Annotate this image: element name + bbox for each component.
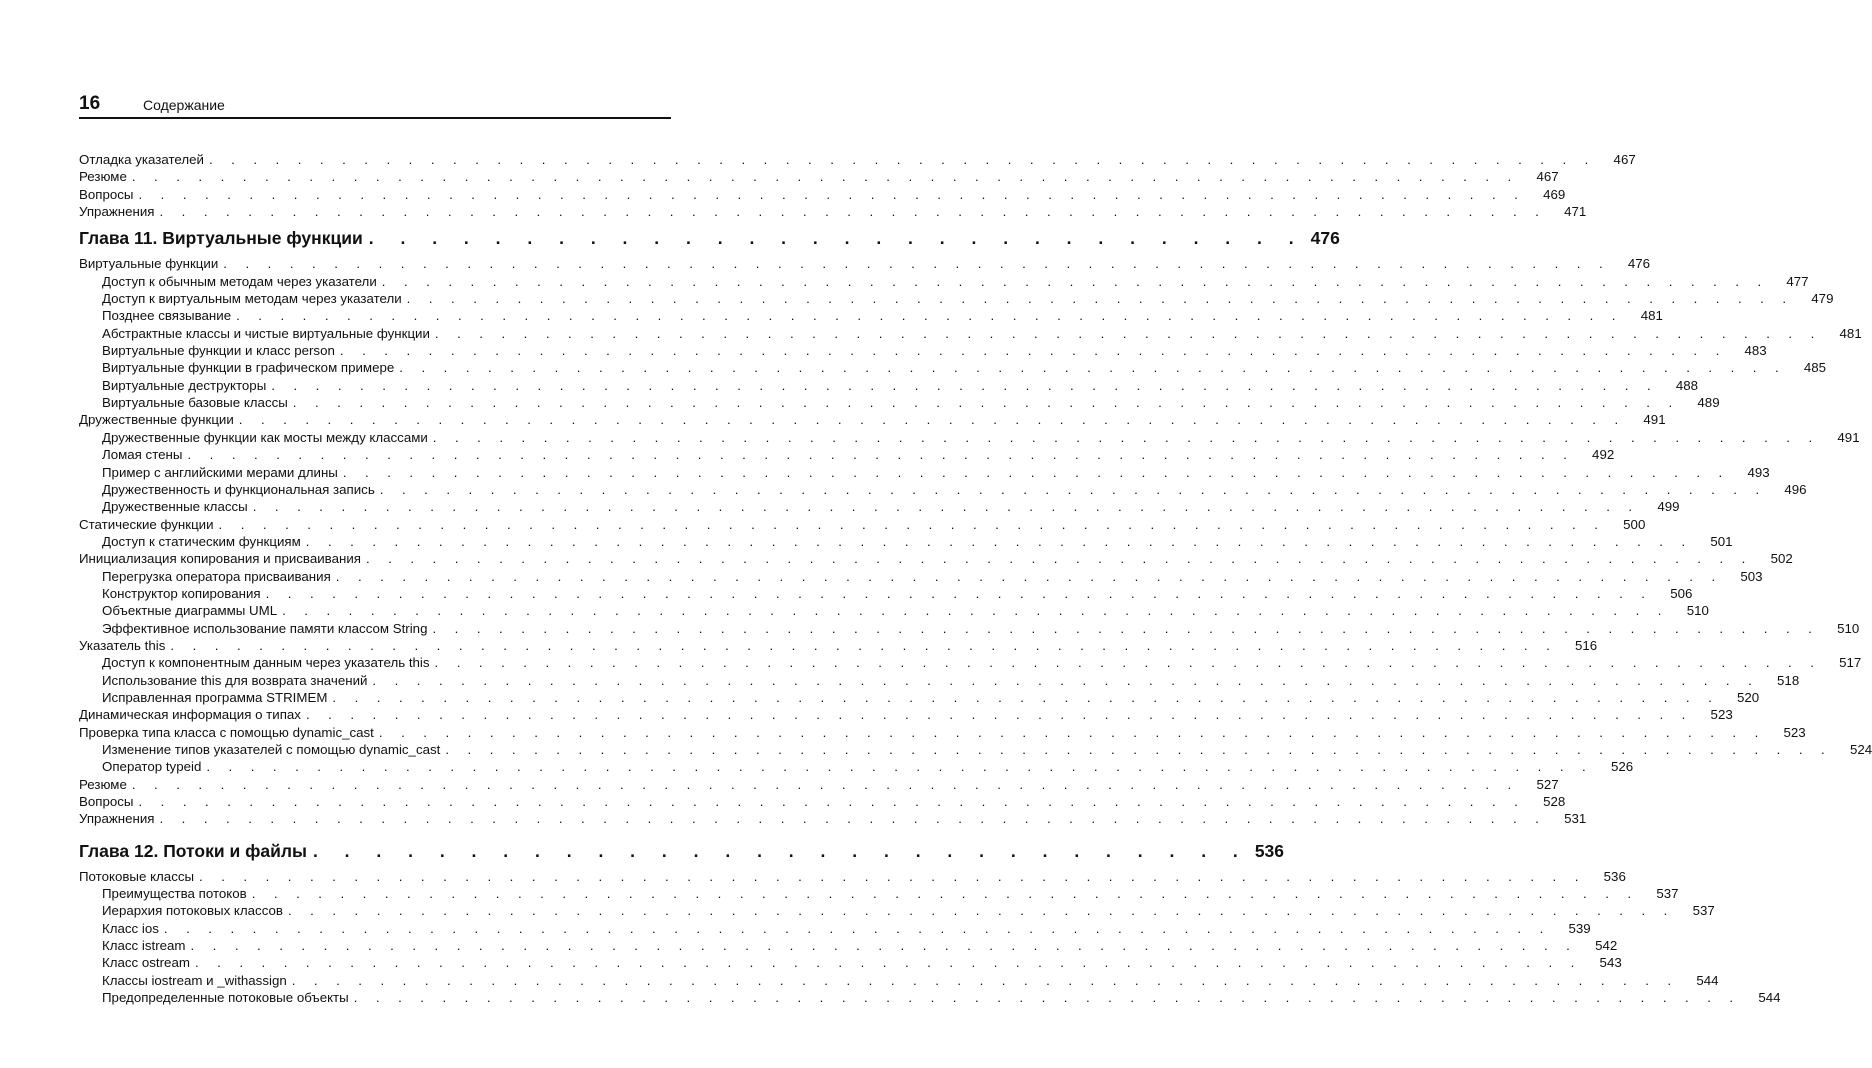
toc-entry-title: Упражнения <box>79 204 155 220</box>
dot-leader: . . . . . . . . . . . . . . . . . . . . . . . . . . . . . . . . . . . . . . . . . . . . . . . . . . . . . . . . . . . . . . . <box>342 464 1730 480</box>
toc-entry <box>79 920 1591 937</box>
toc-entry <box>79 689 1760 706</box>
toc-entry-title: Дружественные функции <box>79 412 234 428</box>
toc-entry-page: 479 <box>1811 291 1834 307</box>
toc-entry-page: 499 <box>1657 499 1680 515</box>
toc-entry <box>79 637 1598 654</box>
dot-leader: . . . . . . . . . . . . . . . . . . . . . . . . . . . . . . . . . . . . . . . . . . . . . . . . . . . . . . . . . . . . . . . <box>335 568 1723 584</box>
dot-leader: . . . . . . . . . . . . . . . . . . . . . . . . . . . . . . . . . . . . . . . . . . . . . . . . . . . . . . . . . . . . . . . <box>445 742 1833 757</box>
toc-entry <box>79 516 1646 533</box>
toc-entry-title: Отладка указателей <box>79 152 204 167</box>
table-of-contents <box>79 151 1872 1006</box>
dot-leader: . . . . . . . . . . . . . . . . . . . . . . . . . . . . . . . . . . . . . . . . . . . . . . . . . . . . . . . . . . . . . . . <box>305 533 1693 549</box>
toc-entry-page: 523 <box>1783 724 1806 740</box>
chapter-heading-11 <box>79 226 1340 250</box>
toc-entry-title: Доступ к виртуальным методам через указатели <box>102 291 402 307</box>
toc-entry <box>79 394 1720 411</box>
toc-entry-title: Класс ostream <box>102 955 190 971</box>
toc-entry-title: Резюме <box>79 169 127 185</box>
dot-leader: . . . . . . . . . . . . . . . . . . . . . . . . . . . . . . . . . . . . . . . . . . . . . . . . . . . . . . . . . . . . . . . <box>291 972 1679 988</box>
toc-entry <box>79 741 1872 758</box>
toc-entry <box>79 654 1862 671</box>
chapter-page: 476 <box>1310 228 1340 249</box>
dot-leader: . . . . . . . . . . . . . . . . . . . . . . . . . . . . . . . . . . . . . . . . . . . . . . . . . . . . . . . . . . . . . . . <box>131 169 1519 185</box>
chapter-leader: . . . . . . . . . . . . . . . . . . . . . . . . . . . . . . <box>312 840 1249 861</box>
toc-entry-page: 503 <box>1740 568 1763 584</box>
toc-entry-page: 496 <box>1784 481 1807 497</box>
toc-entry-title: Объектные диаграммы UML <box>102 603 278 619</box>
toc-entry-title: Дружественные классы <box>102 499 248 515</box>
toc-entry <box>79 937 1618 954</box>
dot-leader: . . . . . . . . . . . . . . . . . . . . . . . . . . . . . . . . . . . . . . . . . . . . . . . . . . . . . . . . . . . . . . . <box>434 655 1822 671</box>
dot-leader: . . . . . . . . . . . . . . . . . . . . . . . . . . . . . . . . . . . . . . . . . . . . . . . . . . . . . . . . . . . . . . . <box>206 759 1594 775</box>
page-number: 16 <box>79 93 101 114</box>
toc-entry <box>79 954 1622 971</box>
toc-entry <box>79 810 1587 827</box>
dot-leader: . . . . . . . . . . . . . . . . . . . . . . . . . . . . . . . . . . . . . . . . . . . . . . . . . . . . . . . . . . . . . . . <box>131 776 1519 792</box>
dot-leader: . . . . . . . . . . . . . . . . . . . . . . . . . . . . . . . . . . . . . . . . . . . . . . . . . . . . . . . . . . . . . . . <box>163 920 1551 936</box>
dot-leader: . . . . . . . . . . . . . . . . . . . . . . . . . . . . . . . . . . . . . . . . . . . . . . . . . . . . . . . . . . . . . . . <box>199 868 1586 884</box>
dot-leader: . . . . . . . . . . . . . . . . . . . . . . . . . . . . . . . . . . . . . . . . . . . . . . . . . . . . . . . . . . . . . . . <box>332 689 1720 705</box>
toc-entry-title: Виртуальные функции <box>79 256 219 272</box>
toc-entry <box>79 568 1763 585</box>
toc-entry <box>79 776 1559 793</box>
toc-entry <box>79 290 1834 307</box>
toc-entry <box>79 902 1715 919</box>
dot-leader: . . . . . . . . . . . . . . . . . . . . . . . . . . . . . . . . . . . . . . . . . . . . . . . . . . . . . . . . . . . . . . . <box>190 938 1578 954</box>
dot-leader: . . . . . . . . . . . . . . . . . . . . . . . . . . . . . . . . . . . . . . . . . . . . . . . . . . . . . . . . . . . . . . . <box>365 551 1753 567</box>
toc-entry <box>79 585 1693 602</box>
toc-entry-title: Пример с английскими мерами длины <box>102 464 338 480</box>
toc-entry-title: Резюме <box>79 776 127 792</box>
dot-leader: . . . . . . . . . . . . . . . . . . . . . . . . . . . . . . . . . . . . . . . . . . . . . . . . . . . . . . . . . . . . . . . <box>194 955 1582 971</box>
toc-entry-page: 501 <box>1710 533 1733 549</box>
toc-entry <box>79 758 1634 775</box>
toc-entry-page: 469 <box>1543 186 1566 202</box>
toc-entry-page: 536 <box>1603 868 1626 884</box>
toc-entry-page: 528 <box>1543 794 1566 810</box>
toc-entry <box>79 325 1862 342</box>
dot-leader: . . . . . . . . . . . . . . . . . . . . . . . . . . . . . . . . . . . . . . . . . . . . . . . . . . . . . . . . . . . . . . . <box>434 325 1822 341</box>
dot-leader: . . . . . . . . . . . . . . . . . . . . . . . . . . . . . . . . . . . . . . . . . . . . . . . . . . . . . . . . . . . . . . . <box>282 603 1669 619</box>
chapter-heading-12 <box>79 839 1285 863</box>
toc-entry-title: Исправленная программа STRIMEM <box>102 689 328 705</box>
toc-entry-title: Упражнения <box>79 811 155 827</box>
toc-entry <box>79 550 1793 567</box>
toc-entry <box>79 533 1733 550</box>
toc-entry-title: Использование this для возврата значений <box>102 672 368 688</box>
toc-entry-title: Виртуальные деструкторы <box>102 377 267 393</box>
toc-entry-page: 489 <box>1697 395 1720 411</box>
toc-section-chapter-12 <box>79 868 1781 1007</box>
toc-entry-title: Потоковые классы <box>79 868 195 884</box>
dot-leader: . . . . . . . . . . . . . . . . . . . . . . . . . . . . . . . . . . . . . . . . . . . . . . . . . . . . . . . . . . . . . . . <box>339 343 1727 359</box>
toc-entry-page: 481 <box>1839 325 1862 341</box>
dot-leader: . . . . . . . . . . . . . . . . . . . . . . . . . . . . . . . . . . . . . . . . . . . . . . . . . . . . . . . . . . . . . . . <box>236 308 1623 324</box>
chapter-title: Глава 11. Виртуальные функции <box>79 228 363 249</box>
chapter-leader: . . . . . . . . . . . . . . . . . . . . . . . . . . . . . . <box>368 228 1305 249</box>
toc-entry-page: 526 <box>1610 759 1634 775</box>
toc-entry <box>79 620 1860 637</box>
toc-entry-title: Перегрузка оператора присваивания <box>102 568 331 584</box>
dot-leader: . . . . . . . . . . . . . . . . . . . . . . . . . . . . . . . . . . . . . . . . . . . . . . . . . . . . . . . . . . . . . . . <box>379 481 1767 497</box>
toc-entry-page: 539 <box>1568 920 1591 936</box>
toc-entry <box>79 464 1770 481</box>
toc-entry-page: 493 <box>1747 464 1770 480</box>
toc-entry <box>79 481 1807 498</box>
toc-entry-page: 491 <box>1837 429 1860 445</box>
toc-entry-page: 481 <box>1640 308 1663 324</box>
toc-entry-title: Класс istream <box>102 938 186 954</box>
toc-entry-title: Позднее связывание <box>102 308 232 324</box>
toc-entry <box>79 342 1767 359</box>
dot-leader: . . . . . . . . . . . . . . . . . . . . . . . . . . . . . . . . . . . . . . . . . . . . . . . . . . . . . . . . . . . . . . . <box>159 204 1547 220</box>
toc-entry-page: 544 <box>1758 990 1781 1006</box>
toc-entry-title: Иерархия потоковых классов <box>102 903 283 919</box>
chapter-title: Глава 12. Потоки и файлы <box>79 840 307 861</box>
toc-entry-page: 517 <box>1839 655 1862 671</box>
toc-entry-title: Оператор typeid <box>102 759 202 775</box>
dot-leader: . . . . . . . . . . . . . . . . . . . . . . . . . . . . . . . . . . . . . . . . . . . . . . . . . . . . . . . . . . . . . . . <box>353 990 1741 1006</box>
toc-entry-page: 467 <box>1613 152 1636 167</box>
dot-leader: . . . . . . . . . . . . . . . . . . . . . . . . . . . . . . . . . . . . . . . . . . . . . . . . . . . . . . . . . . . . . . . <box>251 886 1639 902</box>
toc-entry <box>79 411 1666 428</box>
toc-entry-page: 483 <box>1744 343 1767 359</box>
toc-entry <box>79 186 1566 203</box>
toc-entry-title: Предопределенные потоковые объекты <box>102 990 349 1006</box>
toc-entry-page: 518 <box>1777 672 1800 688</box>
dot-leader: . . . . . . . . . . . . . . . . . . . . . . . . . . . . . . . . . . . . . . . . . . . . . . . . . . . . . . . . . . . . . . . <box>138 186 1526 202</box>
toc-entry-title: Виртуальные базовые классы <box>102 395 288 411</box>
running-head: Содержание <box>143 97 225 113</box>
toc-entry-page: 510 <box>1686 603 1709 619</box>
dot-leader: . . . . . . . . . . . . . . . . . . . . . . . . . . . . . . . . . . . . . . . . . . . . . . . . . . . . . . . . . . . . . . . <box>432 620 1820 636</box>
toc-entry <box>79 377 1699 394</box>
toc-entry-page: 516 <box>1574 637 1598 653</box>
toc-entry-title: Вопросы <box>79 186 134 202</box>
toc-entry-title: Ломая стены <box>102 447 183 463</box>
dot-leader: . . . . . . . . . . . . . . . . . . . . . . . . . . . . . . . . . . . . . . . . . . . . . . . . . . . . . . . . . . . . . . . <box>238 412 1626 428</box>
toc-entry-title: Виртуальные функции в графическом примере <box>102 360 395 376</box>
toc-entry-page: 477 <box>1786 273 1809 289</box>
toc-entry <box>79 706 1733 723</box>
toc-entry-title: Преимущества потоков <box>102 886 247 902</box>
dot-leader: . . . . . . . . . . . . . . . . . . . . . . . . . . . . . . . . . . . . . . . . . . . . . . . . . . . . . . . . . . . . . . . <box>406 291 1794 307</box>
dot-leader: . . . . . . . . . . . . . . . . . . . . . . . . . . . . . . . . . . . . . . . . . . . . . . . . . . . . . . . . . . . . . . . <box>432 429 1820 445</box>
toc-entry-title: Эффективное использование памяти классом String <box>102 620 428 636</box>
toc-entry-title: Указатель this <box>79 637 166 653</box>
toc-entry-page: 520 <box>1737 689 1760 705</box>
dot-leader: . . . . . . . . . . . . . . . . . . . . . . . . . . . . . . . . . . . . . . . . . . . . . . . . . . . . . . . . . . . . . . . <box>138 794 1526 810</box>
toc-entry-page: 502 <box>1770 551 1793 567</box>
toc-entry-page: 467 <box>1536 169 1559 185</box>
toc-entry <box>79 307 1663 324</box>
toc-entry-page: 537 <box>1692 903 1715 919</box>
chapter-page: 536 <box>1254 840 1285 861</box>
toc-entry <box>79 446 1615 463</box>
dot-leader: . . . . . . . . . . . . . . . . . . . . . . . . . . . . . . . . . . . . . . . . . . . . . . . . . . . . . . . . . . . . . . . <box>287 903 1675 919</box>
toc-entry-title: Конструктор копирования <box>102 585 261 601</box>
toc-entry-title: Статические функции <box>79 516 214 532</box>
toc-entry-page: 510 <box>1837 620 1860 636</box>
toc-entry-page: 500 <box>1623 516 1646 532</box>
toc-entry-title: Доступ к компонентным данным через указатель this <box>102 655 430 671</box>
toc-entry <box>79 255 1651 272</box>
toc-section-previous <box>79 151 1636 220</box>
toc-entry-page: 527 <box>1536 776 1559 792</box>
toc-entry-page: 491 <box>1643 412 1666 428</box>
toc-entry-page: 488 <box>1675 377 1699 393</box>
toc-entry-page: 523 <box>1710 707 1733 723</box>
toc-section-chapter-11 <box>79 255 1872 827</box>
toc-entry-title: Инициализация копирования и присваивания <box>79 551 361 567</box>
dot-leader: . . . . . . . . . . . . . . . . . . . . . . . . . . . . . . . . . . . . . . . . . . . . . . . . . . . . . . . . . . . . . . . <box>218 516 1606 532</box>
dot-leader: . . . . . . . . . . . . . . . . . . . . . . . . . . . . . . . . . . . . . . . . . . . . . . . . . . . . . . . . . . . . . . . <box>381 273 1769 289</box>
toc-entry-page: 543 <box>1599 955 1622 971</box>
dot-leader: . . . . . . . . . . . . . . . . . . . . . . . . . . . . . . . . . . . . . . . . . . . . . . . . . . . . . . . . . . . . . . . <box>399 360 1787 376</box>
toc-entry-page: 485 <box>1803 360 1827 376</box>
toc-entry-title: Динамическая информация о типах <box>79 707 301 723</box>
toc-entry <box>79 429 1860 446</box>
toc-entry <box>79 498 1680 515</box>
toc-entry-title: Дружественные функции как мосты между классами <box>102 429 428 445</box>
dot-leader: . . . . . . . . . . . . . . . . . . . . . . . . . . . . . . . . . . . . . . . . . . . . . . . . . . . . . . . . . . . . . . . <box>305 707 1693 723</box>
toc-entry <box>79 868 1626 885</box>
dot-leader: . . . . . . . . . . . . . . . . . . . . . . . . . . . . . . . . . . . . . . . . . . . . . . . . . . . . . . . . . . . . . . . <box>292 395 1680 411</box>
dot-leader: . . . . . . . . . . . . . . . . . . . . . . . . . . . . . . . . . . . . . . . . . . . . . . . . . . . . . . . . . . . . . . . <box>208 152 1596 167</box>
dot-leader: . . . . . . . . . . . . . . . . . . . . . . . . . . . . . . . . . . . . . . . . . . . . . . . . . . . . . . . . . . . . . . . <box>252 499 1640 515</box>
toc-entry-title: Виртуальные функции и класс person <box>102 343 335 359</box>
toc-entry-page: 542 <box>1595 938 1618 954</box>
toc-entry <box>79 168 1559 185</box>
dot-leader: . . . . . . . . . . . . . . . . . . . . . . . . . . . . . . . . . . . . . . . . . . . . . . . . . . . . . . . . . . . . . . . <box>265 585 1653 601</box>
toc-entry-page: 471 <box>1564 204 1587 220</box>
toc-entry-page: 492 <box>1592 447 1615 463</box>
toc-entry <box>79 672 1800 689</box>
toc-entry-page: 524 <box>1849 742 1872 757</box>
dot-leader: . . . . . . . . . . . . . . . . . . . . . . . . . . . . . . . . . . . . . . . . . . . . . . . . . . . . . . . . . . . . . . . <box>170 637 1558 653</box>
toc-entry <box>79 203 1587 220</box>
toc-entry <box>79 989 1781 1006</box>
toc-entry-title: Абстрактные классы и чистые виртуальные функции <box>102 325 430 341</box>
toc-entry <box>79 602 1709 619</box>
toc-entry-page: 531 <box>1564 811 1587 827</box>
toc-entry-page: 537 <box>1656 886 1679 902</box>
toc-entry-page: 506 <box>1670 585 1693 601</box>
toc-entry <box>79 972 1719 989</box>
dot-leader: . . . . . . . . . . . . . . . . . . . . . . . . . . . . . . . . . . . . . . . . . . . . . . . . . . . . . . . . . . . . . . . <box>372 672 1760 688</box>
toc-entry-page: 476 <box>1627 256 1651 272</box>
dot-leader: . . . . . . . . . . . . . . . . . . . . . . . . . . . . . . . . . . . . . . . . . . . . . . . . . . . . . . . . . . . . . . . <box>159 811 1547 827</box>
toc-entry <box>79 885 1679 902</box>
toc-entry-page: 544 <box>1696 972 1719 988</box>
page-header <box>79 93 671 119</box>
dot-leader: . . . . . . . . . . . . . . . . . . . . . . . . . . . . . . . . . . . . . . . . . . . . . . . . . . . . . . . . . . . . . . . <box>187 447 1575 463</box>
dot-leader: . . . . . . . . . . . . . . . . . . . . . . . . . . . . . . . . . . . . . . . . . . . . . . . . . . . . . . . . . . . . . . . <box>378 724 1766 740</box>
toc-entry <box>79 359 1827 376</box>
toc-entry-title: Доступ к статическим функциям <box>102 533 301 549</box>
toc-entry <box>79 273 1809 290</box>
dot-leader: . . . . . . . . . . . . . . . . . . . . . . . . . . . . . . . . . . . . . . . . . . . . . . . . . . . . . . . . . . . . . . . <box>271 377 1659 393</box>
toc-entry-title: Доступ к обычным методам через указатели <box>102 273 377 289</box>
toc-entry-title: Класс ios <box>102 920 159 936</box>
toc-entry <box>79 151 1636 168</box>
toc-entry <box>79 724 1806 741</box>
toc-entry-title: Классы iostream и _withassign <box>102 972 287 988</box>
toc-entry-title: Проверка типа класса с помощью dynamic_cast <box>79 724 374 740</box>
toc-entry-title: Вопросы <box>79 794 134 810</box>
toc-entry <box>79 793 1566 810</box>
toc-entry-title: Изменение типов указателей с помощью dynamic_cast <box>102 742 441 757</box>
toc-entry-title: Дружественность и функциональная запись <box>102 481 375 497</box>
dot-leader: . . . . . . . . . . . . . . . . . . . . . . . . . . . . . . . . . . . . . . . . . . . . . . . . . . . . . . . . . . . . . . . <box>223 256 1611 272</box>
